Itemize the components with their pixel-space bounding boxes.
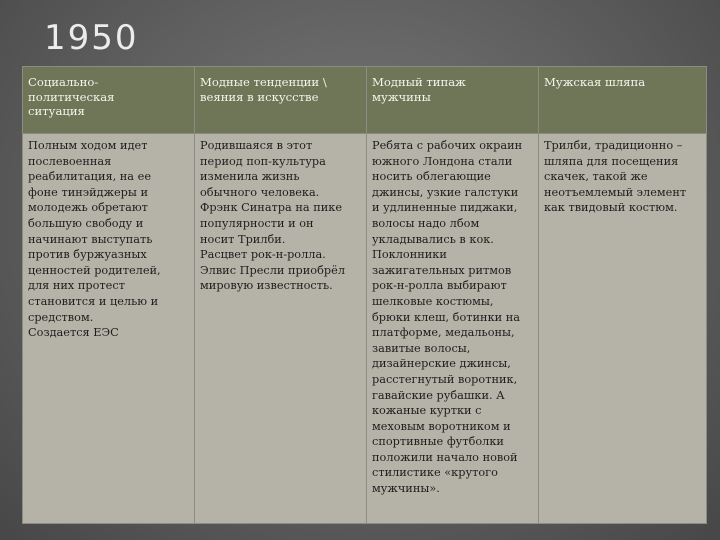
- header-social-political: Социально- политическая ситуация: [23, 67, 195, 134]
- slide-title: 1950: [44, 18, 139, 58]
- table-row: [23, 134, 707, 524]
- header-male-type: Модный типаж мужчины: [367, 67, 539, 134]
- cell-fashion-trends: Родившаяся в этот период поп-культура изменила жизнь обычного человека. Фрэнк Синатра на пике популярности и он носит Трилби. Расцвет рок-н-ролла. Элвис Пресли приобрёл мировую известность.: [195, 134, 367, 524]
- fashion-table: [22, 66, 707, 524]
- header-mens-hat: Мужская шляпа: [539, 67, 707, 134]
- cell-male-type: Ребята с рабочих окраин южного Лондона стали носить облегающие джинсы, узкие галстуки и удлиненные пиджаки, волосы надо лбом укладывались в кок. Поклонники зажигательных ритмов рок-н-ролла выбирают шелковые костюмы, брюки клеш, ботинки на платформе, медальоны, завитые волосы, дизайнерские джинсы, расстегнутый воротник, гавайские рубашки. А кожаные куртки с меховым воротником и спортивные футболки положили начало новой стилистике «крутого мужчины».: [367, 134, 539, 524]
- cell-social-political: Полным ходом идет послевоенная реабилитация, на ее фоне тинэйджеры и молодежь обретают большую свободу и начинают выступать против буржуазных ценностей родителей, для них протест становится и целью и средством. Создается ЕЭС: [23, 134, 195, 524]
- table-header-row: [23, 67, 707, 134]
- header-fashion-trends: Модные тенденции \ веяния в искусстве: [195, 67, 367, 134]
- cell-mens-hat: Трилби, традиционно – шляпа для посещения скачек, такой же неотъемлемый элемент как твидовый костюм.: [539, 134, 707, 524]
